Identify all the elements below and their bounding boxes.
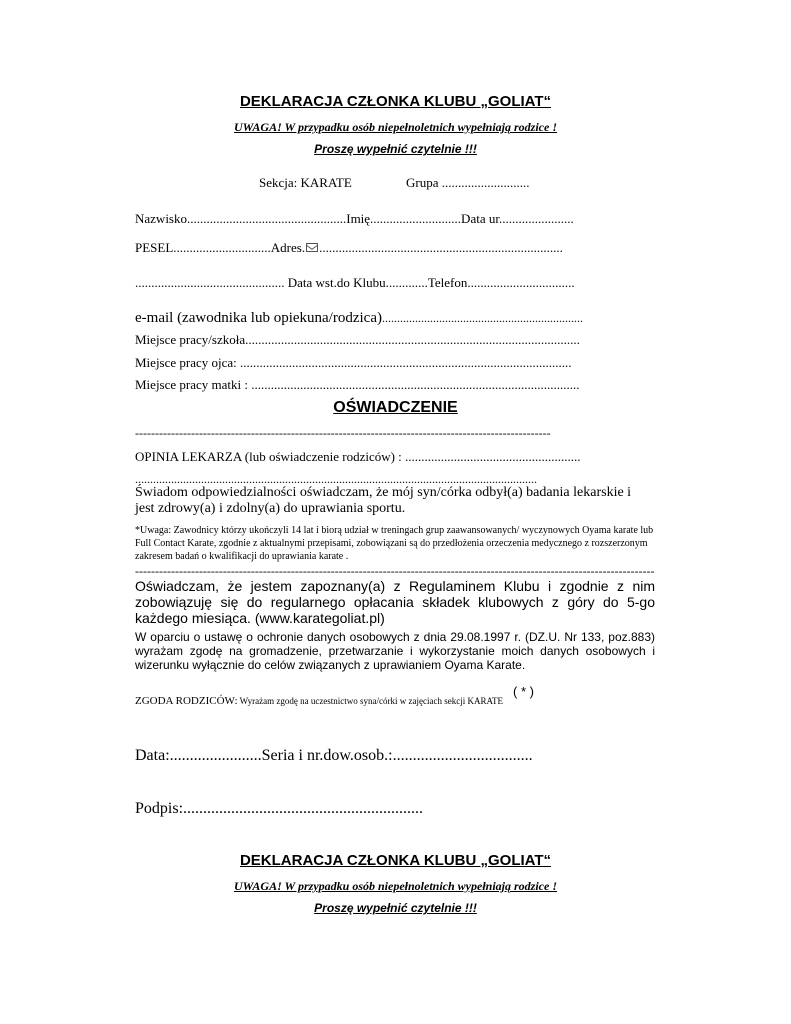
doctor-opinion-row[interactable]: OPINIA LEKARZA (lub oświadczenie rodziców) : ...................................................... xyxy=(135,449,581,464)
form-title-2: DEKLARACJA CZŁONKA KLUBU „GOLIAT“ xyxy=(239,852,552,869)
email-dots: ................................................................... xyxy=(381,311,583,325)
statement-heading: OŚWIADCZENIE xyxy=(333,399,458,416)
signature-row[interactable]: Podpis:............................................................ xyxy=(135,800,424,817)
parents-warning-2: UWAGA! W przypadku osób niepełnoletnich wypełniają rodzice ! xyxy=(233,879,558,893)
parent-consent-label: ZGODA RODZICÓW: xyxy=(135,695,238,707)
work-school-row[interactable]: Miejsce pracy/szkoła....................................................................................................... xyxy=(135,332,580,347)
dashed-divider: -------------------------------------------------------------------------------------------------------- xyxy=(135,426,551,440)
parent-consent-text: Wyrażam zgodę na uczestnictwo syna/córki w zajęciach sekcji KARATE xyxy=(237,696,504,706)
pesel-address-label: PESEL..............................Adres. xyxy=(135,240,306,255)
address-dots: ........................................................................... xyxy=(319,240,563,255)
medical-note: *Uwaga: Zawodnicy którzy ukończyli 14 lat i biorą udział w treningach grup zaawansowanych/ wyczynowych Oyama karate lub Full Contact Karate, zgodnie z aktualnymi przepisami, zobowiązani są do przedłożenia orzeczenia medycznego z rozszerzonym zakresem badań o kwalifikacji do uprawiania karate . xyxy=(135,525,654,562)
health-statement: Świadom odpowiedzialności oświadczam, że mój syn/córka odbył(a) badania lekarskie i jest zdrowy(a) i zdolny(a) do uprawiania sportu. xyxy=(135,485,632,516)
privacy-consent: W oparciu o ustawę o ochronie danych osobowych z dnia 29.08.1997 r. (DZ.U. Nr 133, poz.883) wyrażam zgodę na gromadzenie, przetwarzanie i wykorzystanie moich danych osobowych i wizerunku wyłącznie do celów związanych z uprawianiem Oyama Karate. xyxy=(135,630,655,672)
dashed-divider-2: ---------------------------------------------------------------------------------------------------------------------------------- xyxy=(135,564,655,578)
doctor-opinion-line[interactable]: ...................................................................................................................................... xyxy=(135,472,537,486)
legibility-note-2: Proszę wypełnić czytelnie !!! xyxy=(314,901,477,915)
parents-warning: UWAGA! W przypadku osób niepełnoletnich wypełniają rodzice ! xyxy=(233,120,558,134)
work-mother-row[interactable]: Miejsce pracy matki : ..................................................................................................... xyxy=(135,377,580,392)
pesel-address-row[interactable] xyxy=(135,240,563,256)
email-label: e-mail (zawodnika lub opiekuna/rodzica) xyxy=(135,310,382,326)
consent-mark[interactable]: ( * ) xyxy=(513,684,534,699)
email-row[interactable] xyxy=(135,310,583,327)
join-date-phone-row[interactable]: .............................................. Data wst.do Klubu.............Telefon................................. xyxy=(135,275,575,290)
group-field[interactable]: Grupa ........................... xyxy=(406,175,530,190)
envelope-icon xyxy=(306,243,318,252)
regulations-statement: Oświadczam, że jestem zapoznany(a) z Regulaminem Klubu i zgodnie z nim zobowiązuję się do regularnego opłacania składek klubowych z góry do 5-go każdego miesiąca. (www.karategoliat.pl) xyxy=(135,578,655,626)
date-id-row[interactable]: Data:.......................Seria i nr.dow.osob.:................................... xyxy=(135,747,533,764)
name-birth-row[interactable]: Nazwisko.................................................Imię............................Data ur....................... xyxy=(135,211,574,226)
form-title: DEKLARACJA CZŁONKA KLUBU „GOLIAT“ xyxy=(239,93,552,110)
work-father-row[interactable]: Miejsce pracy ojca: ...................................................................................................... xyxy=(135,355,572,370)
parent-consent-row xyxy=(135,684,534,707)
legibility-note: Proszę wypełnić czytelnie !!! xyxy=(314,142,477,156)
section-label: Sekcja: KARATE xyxy=(259,175,352,190)
